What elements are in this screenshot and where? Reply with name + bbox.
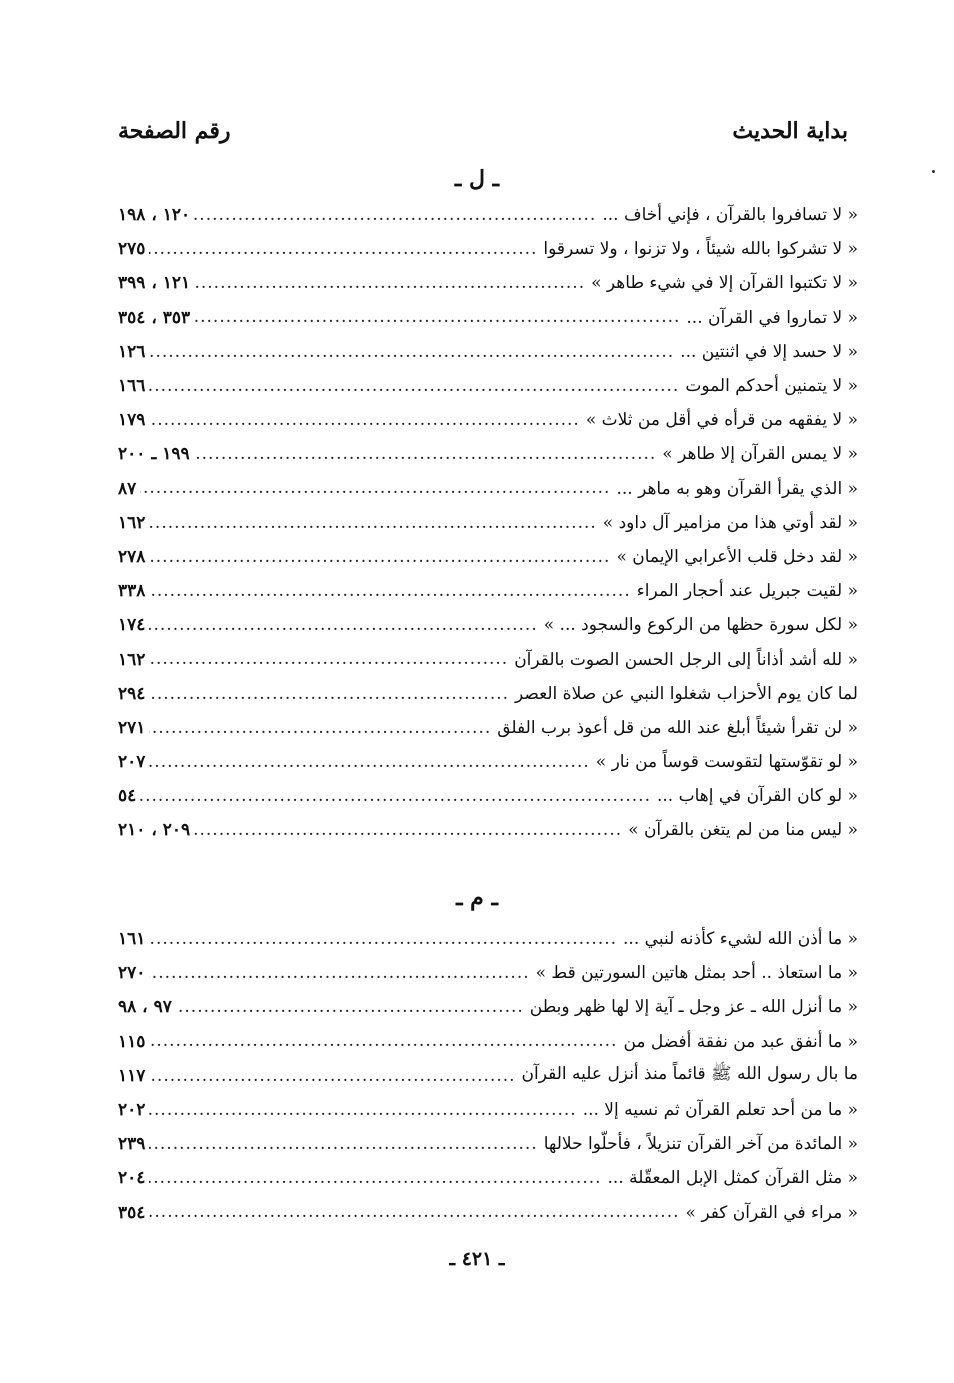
index-row (118, 990, 858, 1024)
index-row (118, 198, 858, 232)
hadith-incipit: « لكل سورة حظها من الركوع والسجود ... » (543, 615, 858, 636)
page-number: ـ ٤٢١ ـ (449, 1248, 505, 1270)
page-reference: ٢٠٩ ، ٢١٠ (118, 820, 191, 841)
column-title-page-number: رقم الصفحة (118, 118, 231, 144)
index-row (118, 1161, 858, 1195)
index-row (118, 745, 858, 779)
hadith-incipit: « لا يفقهه من قرأه في أقل من ثلاث » (585, 410, 858, 431)
page-reference: ١٦١ (118, 929, 146, 950)
page-reference: ٣٥٣ ، ٣٥٤ (118, 307, 191, 328)
dot-leader (149, 1031, 617, 1051)
dot-leader (149, 239, 537, 259)
dot-leader (149, 1168, 601, 1188)
hadith-incipit: « ما أنزل الله ـ عز وجل ـ آية إلا لها ظهر وبطن (529, 997, 858, 1018)
page-reference: ٢٧٨ (118, 546, 146, 567)
dot-leader (149, 1100, 576, 1120)
index-row (118, 711, 858, 745)
dot-leader (149, 615, 537, 635)
page-reference: ٢٧٠ (118, 963, 146, 984)
index-row (118, 922, 858, 956)
index-row (118, 437, 858, 471)
page-reference: ١٦٦ (118, 376, 146, 397)
index-row (118, 232, 858, 266)
hadith-incipit: « لقيت جبريل عند أحجار المراء (636, 581, 858, 602)
page-reference: ١٦٢ (118, 649, 146, 670)
index-row (118, 1127, 858, 1161)
index-row (118, 506, 858, 540)
index-row (118, 1059, 858, 1093)
page-reference: ١٧٤ (118, 615, 146, 636)
dot-leader (149, 376, 679, 396)
dot-leader (149, 929, 617, 949)
page-reference: ١١٥ (118, 1031, 146, 1052)
dot-leader (149, 513, 596, 533)
hadith-incipit: « ما أذن الله لشيء كأذنه لنبي ... (623, 929, 858, 950)
page-reference: ١٢٦ (118, 341, 146, 362)
index-row (118, 335, 858, 369)
hadith-incipit: « لو كان القرآن في إهاب ... (656, 786, 858, 807)
index-list-mim (118, 922, 858, 1230)
index-row (118, 813, 858, 847)
page-reference: ٩٧ ، ٩٨ (118, 997, 172, 1018)
hadith-incipit: « لا يمس القرآن إلا طاهر » (662, 444, 858, 465)
dot-leader (176, 997, 524, 1017)
hadith-incipit: « مراء في القرآن كفر » (685, 1202, 858, 1223)
index-row (118, 574, 858, 608)
page-reference: ١٢٠ ، ١٩٨ (118, 205, 191, 226)
page-reference: ٢٣٩ (118, 1134, 146, 1155)
index-row (118, 779, 858, 813)
column-title-hadith-start: بداية الحديث (732, 118, 848, 144)
index-row (118, 677, 858, 711)
dot-leader (194, 273, 585, 293)
page-reference: ٢٠٢ (118, 1100, 146, 1121)
hadith-incipit: « لا تماروا في القرآن ... (686, 307, 858, 328)
index-row (118, 1025, 858, 1059)
hadith-incipit: « لو تقوّستها لتقوست قوساً من نار » (595, 752, 858, 773)
dot-leader (149, 684, 509, 704)
page-reference: ٣٣٨ (118, 581, 146, 602)
index-row (118, 642, 858, 676)
hadith-incipit: « ما أنفق عبد من نفقة أفضل من (623, 1031, 858, 1052)
hadith-incipit: « لا تكتبوا القرآن إلا في شيء طاهر » (591, 273, 858, 294)
index-row (118, 266, 858, 300)
hadith-incipit: « ما استعاذ .. أحد بمثل هاتين السورتين قط » (535, 963, 858, 984)
index-list-lam (118, 198, 858, 848)
page-reference: ٢٠٤ (118, 1168, 146, 1189)
hadith-incipit: « لقد دخل قلب الأعرابي الإيمان » (616, 546, 858, 567)
dot-leader (149, 752, 589, 772)
hadith-incipit: « لا تشركوا بالله شيئاً ، ولا تزنوا ، ولا تسرقوا (543, 239, 858, 260)
hadith-incipit: « مثل القرآن كمثل الإبل المعقّلة ... (607, 1168, 858, 1189)
dot-leader (149, 963, 529, 983)
page-reference: ١٢١ ، ٣٩٩ (118, 273, 191, 294)
hadith-incipit: « الذي يقرأ القرآن وهو به ماهر ... (616, 478, 858, 499)
dot-leader (194, 205, 596, 225)
hadith-incipit: ما بال رسول الله ﷺ قائماً منذ أنزل عليه القرآن (521, 1064, 858, 1085)
dot-leader (149, 1066, 515, 1086)
page-reference: ٢٠٧ (118, 752, 146, 773)
index-row (118, 956, 858, 990)
dot-leader (149, 649, 508, 669)
hadith-incipit: « ما من أحد تعلم القرآن ثم نسيه إلا ... (582, 1100, 858, 1121)
index-row (118, 608, 858, 642)
dot-leader (149, 410, 579, 430)
hadith-incipit: « المائدة من آخر القرآن تنزيلاً ، فأحلّوا حلالها (543, 1134, 858, 1155)
hadith-incipit: « لا حسد إلا في اثنتين ... (680, 341, 858, 362)
page-reference: ١٦٢ (118, 512, 146, 533)
page-header (118, 114, 848, 148)
page-reference: ٥٤ (118, 786, 137, 807)
page-reference: ١٩٩ ـ ٢٠٠ (118, 444, 190, 465)
page-reference: ٢٧١ (118, 717, 146, 738)
dot-leader (149, 1134, 537, 1154)
dot-leader (194, 820, 622, 840)
page-reference: ٣٥٤ (118, 1202, 146, 1223)
page-reference: ٢٩٤ (118, 683, 146, 704)
page-reference: ٢٧٥ (118, 239, 146, 260)
page-reference: ١١٧ (118, 1065, 146, 1086)
dot-leader (149, 718, 491, 738)
index-row (118, 403, 858, 437)
index-row (118, 1093, 858, 1127)
index-row (118, 1196, 858, 1230)
dot-leader (149, 581, 630, 601)
dot-leader (149, 1202, 679, 1222)
dot-leader (149, 547, 610, 567)
hadith-incipit: لما كان يوم الأحزاب شغلوا النبي عن صلاة العصر (515, 683, 858, 704)
hadith-incipit: « لن تقرأ شيئاً أبلغ عند الله من قل أعوذ برب الفلق (497, 717, 858, 738)
dot-leader (194, 307, 680, 327)
page-reference: ١٧٩ (118, 410, 146, 431)
hadith-incipit: « لقد أوتي هذا من مزامير آل داود » (602, 512, 858, 533)
hadith-incipit: « ليس منا من لم يتغن بالقرآن » (628, 820, 858, 841)
index-row (118, 472, 858, 506)
dot-leader (140, 786, 651, 806)
page-reference: ٨٧ (118, 478, 137, 499)
dot-leader (149, 342, 674, 362)
index-row (118, 369, 858, 403)
dot-leader (140, 478, 610, 498)
hadith-incipit: « لله أشد أذاناً إلى الرجل الحسن الصوت بالقرآن (514, 649, 858, 670)
section-heading-lam: ـ ل ـ (454, 166, 500, 192)
dot-leader (194, 444, 657, 464)
section-heading-mim: ـ م ـ (456, 885, 498, 911)
index-row (118, 301, 858, 335)
hadith-incipit: « لا يتمنين أحدكم الموت (685, 376, 858, 397)
hadith-incipit: « لا تسافروا بالقرآن ، فإني أخاف ... (602, 205, 858, 226)
index-row (118, 540, 858, 574)
